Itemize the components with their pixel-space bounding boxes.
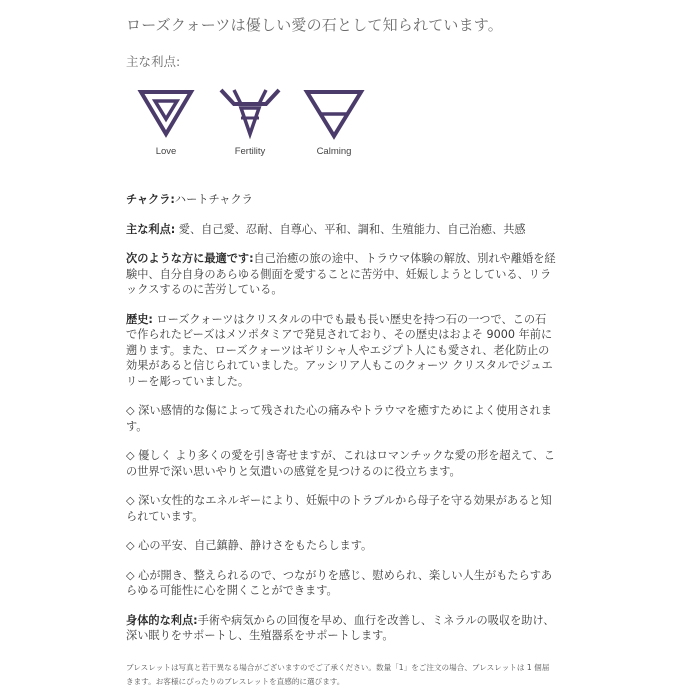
main-benefits-label: 主な利点: <box>126 222 176 236</box>
history-value: ローズクォーツはクリスタルの中でも最も長い歴史を持つ石の一つで、この石で作られたビーズはメソポタミアで発見されており、その歴史はおよそ 9000 年前に遡ります。また、ローズクォーツはギリシャ人やエジプト人にも愛され、老化防止の効果があると信じられていました。アッシリア人もこのクォーツ クリスタルでジュエリーを彫っていました。 <box>126 312 553 388</box>
bullet-item: ◇ 深い女性的なエネルギーにより、妊娠中のトラブルから母子を守る効果があると知られています。 <box>126 494 552 523</box>
symbol-label-love: Love <box>155 146 177 157</box>
best-for-label: 次のような方に最適です: <box>126 252 254 265</box>
physical-benefits-paragraph <box>126 613 556 644</box>
bullet-item: ◇ 心の平安、自己鎮静、静けさをもたらします。 <box>126 539 373 552</box>
chakra-label: チャクラ: <box>126 193 175 206</box>
footnote: ブレスレットは写真と若干異なる場合がございますのでご了承ください。数量「1」をご注文の場合、ブレスレットは 1 個届きます。お客様にぴったりのブレスレットを直感的に選びます。 <box>126 663 550 686</box>
symbol-love <box>126 84 206 157</box>
headline: ローズクォーツは優しい愛の石として知られています。 <box>126 16 504 34</box>
best-for-value: 自己治癒の旅の途中、トラウマ体験の解放、別れや離婚を経験中、自分自身のあらゆる側面を愛することに苦労中、妊娠しようとしている、リラックスするのに苦労している。 <box>126 252 556 296</box>
physical-value: 手術や病気からの回復を早め、血行を改善し、ミネラルの吸収を助け、深い眠りをサポートし、生殖器系をサポートします。 <box>126 613 555 642</box>
symbol-fertility <box>210 84 290 157</box>
fertility-symbol-icon <box>217 84 283 140</box>
physical-label: 身体的な利点: <box>126 613 198 627</box>
description-body <box>126 192 556 658</box>
calming-symbol-icon <box>301 84 367 140</box>
benefits-heading: 主な利点: <box>126 54 181 69</box>
main-benefits-value: 愛、自己愛、忍耐、自尊心、平和、調和、生殖能力、自己治癒、共感 <box>175 222 526 236</box>
best-for-paragraph <box>126 251 556 298</box>
bullet-item: ◇ 心が開き、整えられるので、つながりを感じ、慰められ、楽しい人生がもたらすあらゆる可能性に心を開くことができます。 <box>126 568 553 597</box>
symbol-label-calming: Calming <box>316 146 352 157</box>
symbol-label-fertility: Fertility <box>234 146 266 157</box>
benefit-symbols <box>126 84 386 164</box>
symbol-calming <box>294 84 374 157</box>
bullet-item: ◇ 優しく より多くの愛を引き寄せますが、これはロマンチックな愛の形を超えて、この世界で深い思いやりと気遣いの感覚を見つけるのに役立ちます。 <box>126 449 556 478</box>
chakra-value: ハートチャクラ <box>174 193 253 206</box>
love-symbol-icon <box>133 84 199 140</box>
main-benefits-line <box>126 222 556 238</box>
bullet-item: ◇ 深い感情的な傷によって残された心の痛みやトラウマを癒すためによく使用されます。 <box>126 404 552 433</box>
history-label: 歴史: <box>126 312 153 326</box>
chakra-line <box>126 192 556 208</box>
history-paragraph <box>126 312 556 390</box>
